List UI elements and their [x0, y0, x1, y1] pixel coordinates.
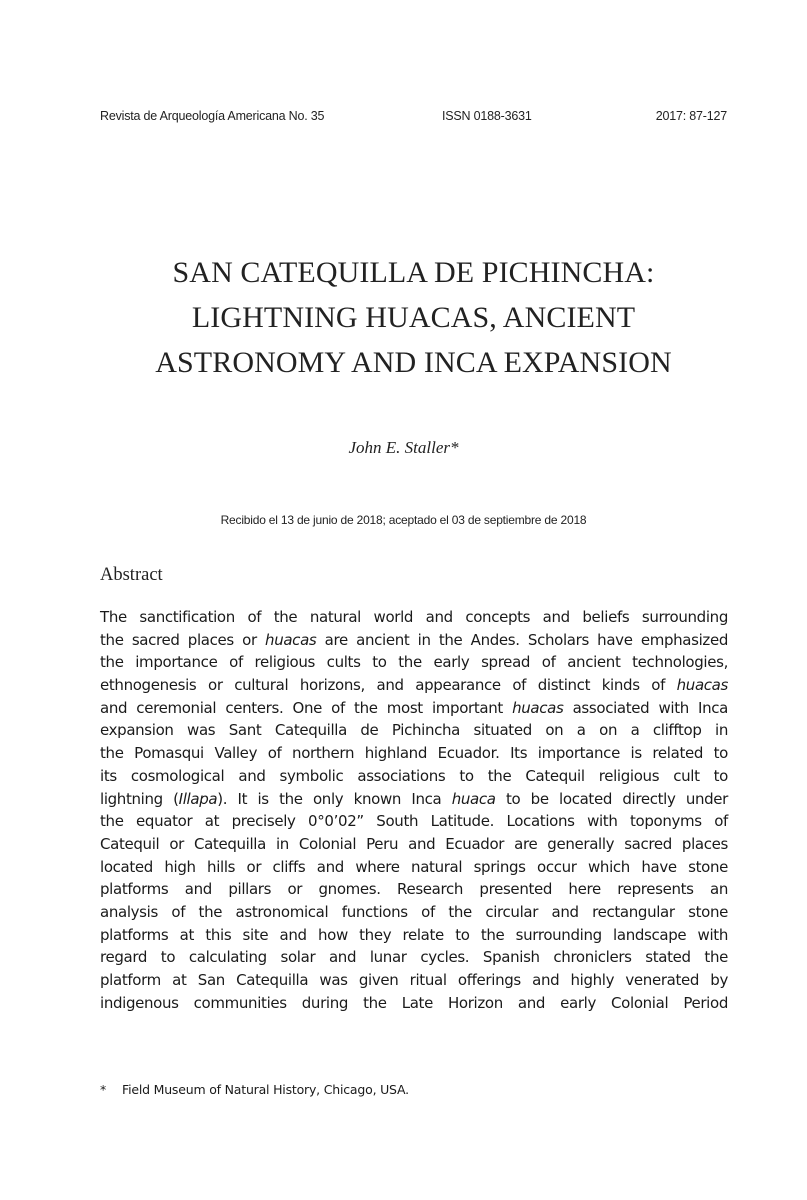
footnote-text: Field Museum of Natural History, Chicago, USA.	[122, 1082, 409, 1097]
footnote	[100, 1082, 409, 1097]
abstract-line: indigenous communities during the Late Horizon and early Colonial Period	[100, 993, 728, 1012]
footnote-mark: *	[100, 1082, 107, 1097]
abstract-heading: Abstract	[100, 565, 163, 585]
article-title	[60, 250, 767, 385]
running-header	[100, 109, 727, 129]
abstract-line: the equator at precisely 0°0’02” South Latitude. Locations with toponyms of	[100, 812, 728, 831]
abstract-line: platform at San Catequilla was given ritual offerings and highly venerated by	[100, 971, 728, 989]
abstract-line: platforms and pillars or gnomes. Research presented here represents an	[100, 880, 728, 899]
abstract-line: regard to calculating solar and lunar cycles. Spanish chroniclers stated the	[100, 948, 728, 967]
abstract-line: ethnogenesis or cultural horizons, and appearance of distinct kinds of huacas	[100, 676, 728, 695]
abstract-line: Catequil or Catequilla in Colonial Peru and Ecuador are generally sacred places	[100, 834, 728, 853]
received-dates: Recibido el 13 de junio de 2018; aceptado el 03 de septiembre de 2018	[220, 513, 587, 527]
abstract-line: the sacred places or huacas are ancient in the Andes. Scholars have emphasized	[100, 630, 728, 649]
page-range: 2017: 87-127	[655, 109, 727, 123]
title-line: ASTRONOMY AND INCA EXPANSION	[155, 346, 672, 379]
author-name: John E. Staller*	[348, 438, 459, 457]
abstract-line: platforms at this site and how they relate to the surrounding landscape with	[100, 925, 728, 944]
abstract-line: analysis of the astronomical functions of the circular and rectangular stone	[100, 902, 728, 921]
abstract-line: located high hills or cliffs and where natural springs occur which have stone	[100, 857, 728, 876]
abstract-body	[100, 606, 728, 1014]
abstract-line: and ceremonial centers. One of the most important huacas associated with Inca	[100, 698, 729, 717]
issn: ISSN 0188-3631	[442, 109, 532, 123]
title-line: LIGHTNING HUACAS, ANCIENT	[191, 301, 636, 334]
abstract-line: lightning (Illapa). It is the only known Inca huaca to be located directly under	[100, 789, 729, 808]
title-line: SAN CATEQUILLA DE PICHINCHA:	[172, 256, 655, 289]
abstract-line: expansion was Sant Catequilla de Pichincha situated on a on a clifftop in	[100, 721, 728, 740]
abstract-line: the Pomasqui Valley of northern highland Ecuador. Its importance is related to	[100, 744, 728, 763]
abstract-line: the importance of religious cults to the early spread of ancient technologies,	[100, 653, 728, 672]
abstract-line: The sanctification of the natural world and concepts and beliefs surrounding	[100, 608, 728, 626]
abstract-line: its cosmological and symbolic associations to the Catequil religious cult to	[100, 766, 728, 785]
journal-name: Revista de Arqueología Americana No. 35	[100, 109, 325, 123]
